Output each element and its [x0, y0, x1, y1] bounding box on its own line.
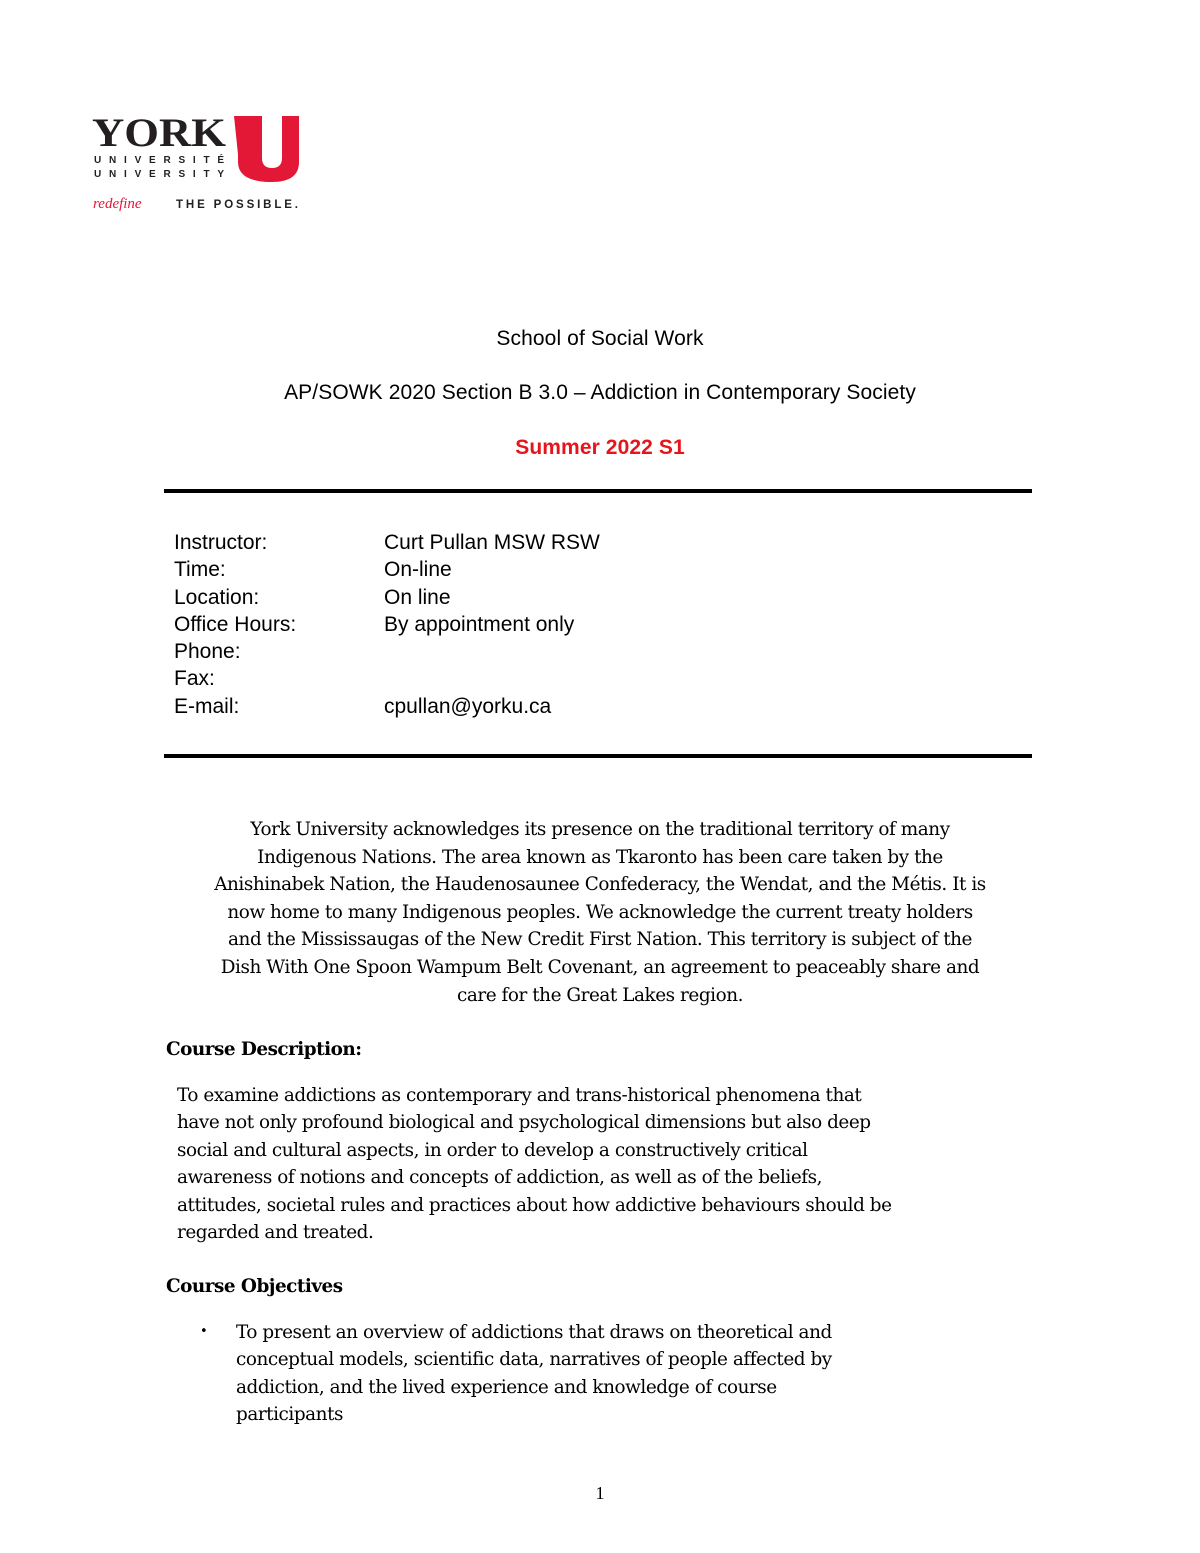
ack-line: Dish With One Spoon Wampum Belt Covenant, an agreement to peaceably share and [220, 956, 980, 978]
objective-line: addiction, and the lived experience and knowledge of course [236, 1376, 777, 1398]
info-row-email [174, 693, 874, 720]
info-label: Time: [174, 558, 226, 582]
bullet-icon: • [200, 1324, 208, 1339]
objective-line: To present an overview of addictions that draws on theoretical and [236, 1322, 832, 1343]
info-row-office-hours [174, 611, 874, 638]
ack-line: and the Mississaugas of the New Credit First Nation. This territory is subject of the [228, 929, 972, 951]
info-label: Instructor: [174, 531, 268, 554]
info-label: E-mail: [174, 694, 240, 718]
course-title: AP/SOWK 2020 Section B 3.0 – Addiction in Contemporary Society [284, 381, 916, 404]
email-link[interactable]: cpullan@yorku.ca [384, 694, 552, 718]
york-logo-graphic [92, 114, 306, 212]
description-line: have not only profound biological and psychological dimensions but also deep [177, 1112, 871, 1134]
ack-line: care for the Great Lakes region. [456, 984, 743, 1006]
course-info-table [174, 529, 874, 720]
info-row-location [174, 584, 874, 611]
ack-line: York University acknowledges its presence on the traditional territory of many [250, 819, 950, 840]
logo-line-english: UNIVERSITY [94, 169, 224, 180]
info-value: Curt Pullan MSW RSW [384, 531, 600, 554]
info-value: On line [384, 585, 451, 609]
info-label: Office Hours: [174, 612, 297, 636]
objective-line: conceptual models, scientific data, narratives of people affected by [236, 1349, 832, 1371]
objective-item [236, 1319, 1036, 1429]
info-row-instructor [174, 529, 874, 556]
info-value: On-line [384, 558, 452, 582]
info-row-phone [174, 638, 874, 665]
course-description-heading: Course Description: [166, 1039, 362, 1060]
info-row-time [174, 556, 874, 583]
logo-line-french: UNIVERSITÉ [94, 155, 224, 166]
info-value: By appointment only [384, 612, 575, 636]
land-acknowledgement [160, 816, 1040, 1009]
info-label: Fax: [174, 667, 215, 691]
school-name: School of Social Work [496, 327, 704, 350]
term-label: Summer 2022 S1 [515, 436, 685, 459]
description-line: social and cultural aspects, in order to develop a constructively critical [177, 1139, 808, 1161]
info-row-fax [174, 665, 874, 692]
objective-line: participants [236, 1404, 343, 1426]
logo-wordmark: YORK [92, 114, 226, 155]
description-line: awareness of notions and concepts of addiction, as well as of the beliefs, [177, 1167, 822, 1189]
logo-tagline-possible: THE POSSIBLE. [176, 199, 298, 211]
york-university-logo [92, 114, 306, 212]
description-line: regarded and treated. [177, 1222, 374, 1244]
ack-line: Anishinabek Nation, the Haudenosaunee Confederacy, the Wendat, and the Métis. It is [214, 874, 986, 896]
page-number: 1 [595, 1483, 605, 1503]
course-objectives-heading: Course Objectives [166, 1276, 343, 1297]
logo-tagline-redefine: redefine [93, 196, 142, 212]
info-label: Phone: [174, 640, 241, 664]
course-description-body [177, 1082, 1037, 1246]
description-line: attitudes, societal rules and practices about how addictive behaviours should be [177, 1194, 892, 1216]
ack-line: now home to many Indigenous peoples. We acknowledge the current treaty holders [227, 901, 973, 923]
bottom-divider [164, 754, 1032, 758]
ack-line: Indigenous Nations. The area known as Tkaronto has been care taken by the [257, 846, 943, 868]
description-line: To examine addictions as contemporary and trans-historical phenomena that [177, 1085, 862, 1106]
logo-u-mark [234, 116, 299, 182]
top-divider [164, 489, 1032, 493]
info-label: Location: [174, 585, 260, 609]
